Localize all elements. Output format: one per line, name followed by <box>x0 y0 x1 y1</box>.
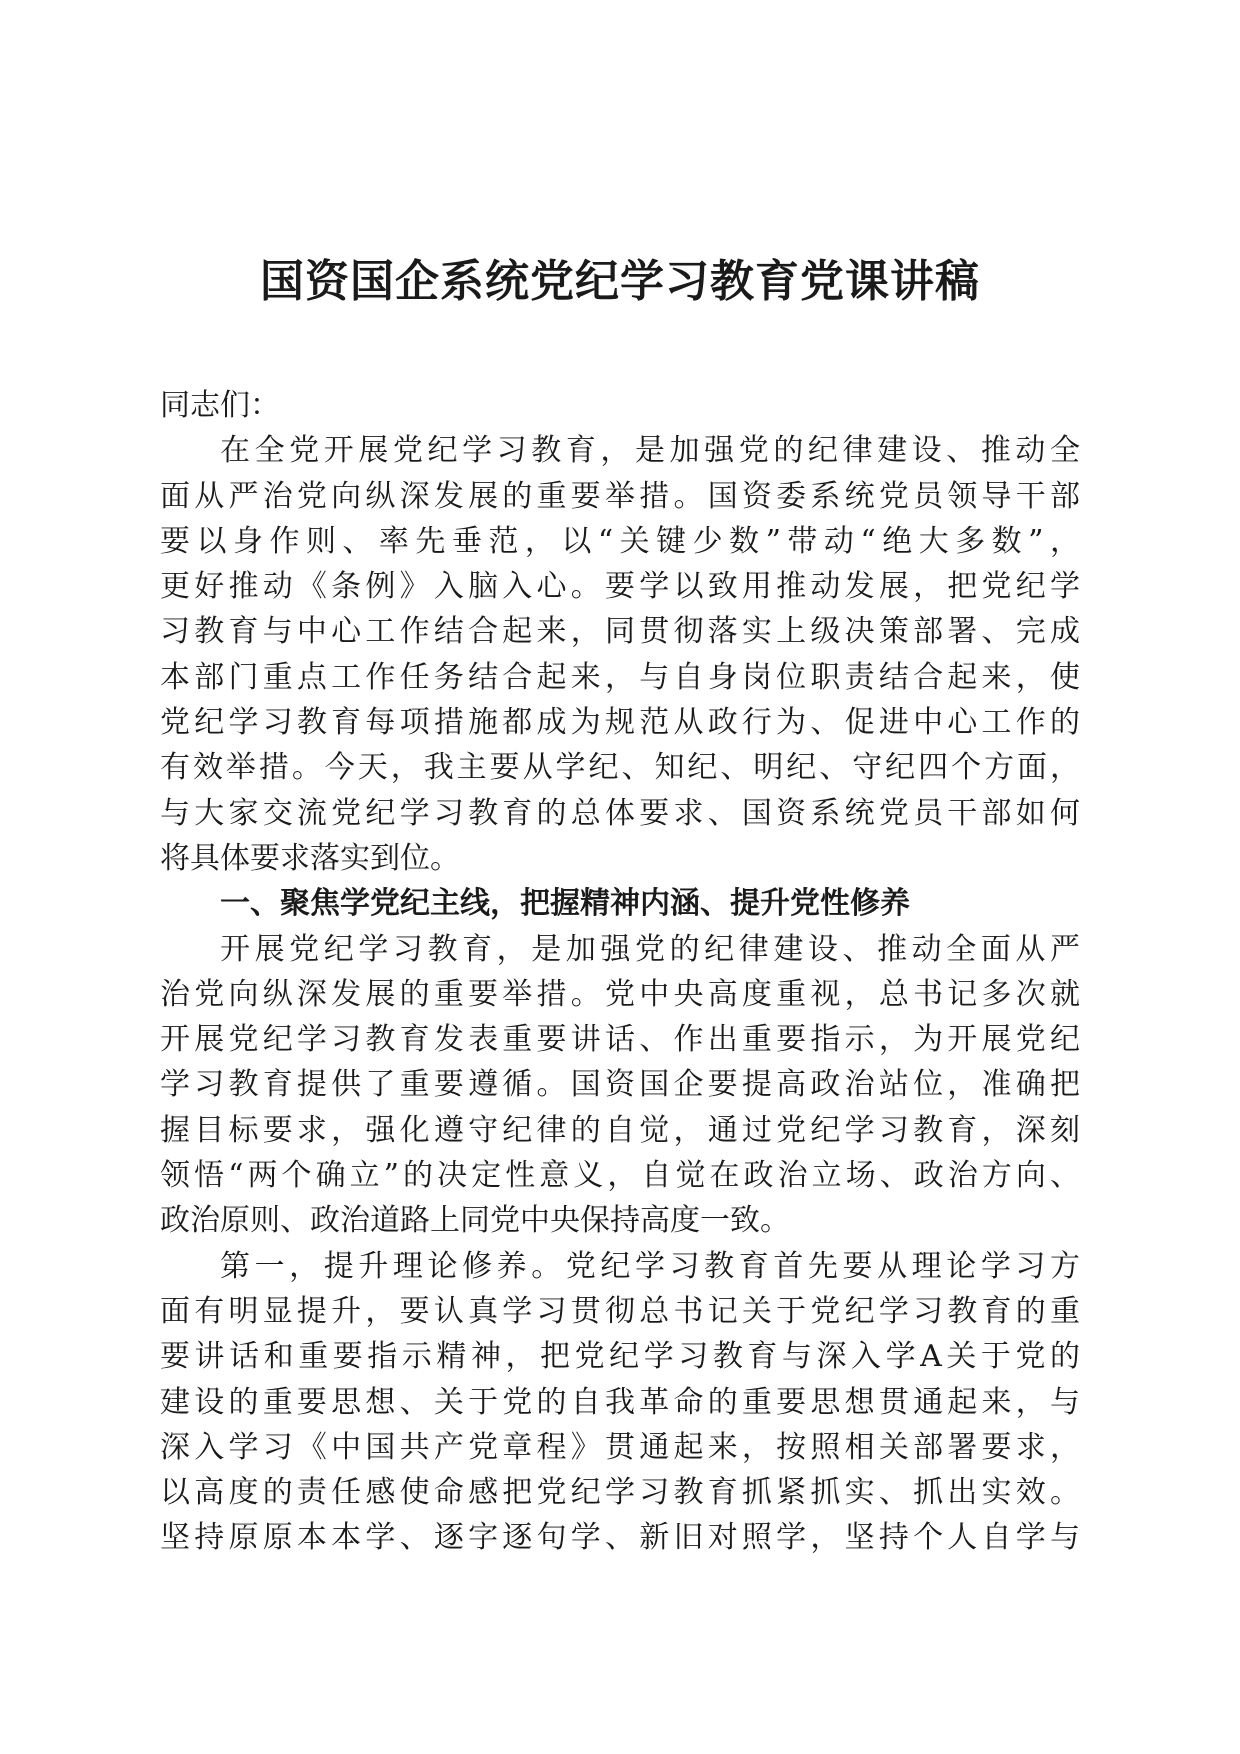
paragraph-line: 建设的重要思想、关于党的自我革命的重要思想贯通起来，与 <box>160 1384 1080 1420</box>
paragraph-line: 深入学习《中国共产党章程》贯通起来，按照相关部署要求， <box>160 1429 1080 1465</box>
paragraph-line: 开展党纪学习教育发表重要讲话、作出重要指示，为开展党纪 <box>160 1022 1080 1058</box>
paragraph-line: 本部门重点工作任务结合起来，与自身岗位职责结合起来，使 <box>160 659 1080 695</box>
paragraph-line: 第一，提升理论修养。党纪学习教育首先要从理论学习方 <box>220 1248 1080 1284</box>
paragraph-line: 要以身作则、率先垂范，以“关键少数”带动“绝大多数”， <box>160 523 1080 559</box>
salutation: 同志们： <box>160 388 280 423</box>
paragraph-line: 面有明显提升，要认真学习贯彻总书记关于党纪学习教育的重 <box>160 1293 1080 1329</box>
paragraph-line: 坚持原原本本学、逐字逐句学、新旧对照学，坚持个人自学与 <box>160 1520 1080 1556</box>
paragraph-line: 政治原则、政治道路上同党中央保持高度一致。 <box>160 1203 790 1239</box>
paragraph-line: 与大家交流党纪学习教育的总体要求、国资系统党员干部如何 <box>160 795 1080 831</box>
document-title: 国资国企系统党纪学习教育党课讲稿 <box>260 256 980 307</box>
paragraph-line: 将具体要求落实到位。 <box>160 840 460 876</box>
paragraph-line: 有效举措。今天，我主要从学纪、知纪、明纪、守纪四个方面， <box>160 750 1080 786</box>
paragraph-line: 在全党开展党纪学习教育，是加强党的纪律建设、推动全 <box>220 433 1080 469</box>
paragraph-line: 以高度的责任感使命感把党纪学习教育抓紧抓实、抓出实效。 <box>160 1475 1080 1511</box>
paragraph-line: 要讲话和重要指示精神，把党纪学习教育与深入学A关于党的 <box>160 1339 1080 1375</box>
paragraph-line: 党纪学习教育每项措施都成为规范从政行为、促进中心工作的 <box>160 705 1080 741</box>
paragraph-line: 开展党纪学习教育，是加强党的纪律建设、推动全面从严 <box>220 931 1080 967</box>
paragraph-line: 领悟“两个确立”的决定性意义，自觉在政治立场、政治方向、 <box>160 1158 1080 1194</box>
paragraph-line: 握目标要求，强化遵守纪律的自觉，通过党纪学习教育，深刻 <box>160 1112 1080 1148</box>
paragraph-line: 习教育与中心工作结合起来，同贯彻落实上级决策部署、完成 <box>160 614 1080 650</box>
document-body <box>160 383 1080 1561</box>
paragraph-line: 更好推动《条例》入脑入心。要学以致用推动发展，把党纪学 <box>160 569 1080 605</box>
paragraph-line: 学习教育提供了重要遵循。国资国企要提高政治站位，准确把 <box>160 1067 1080 1103</box>
paragraph-line: 治党向纵深发展的重要举措。党中央高度重视，总书记多次就 <box>160 976 1080 1012</box>
section-heading: 一、聚焦学党纪主线，把握精神内涵、提升党性修养 <box>220 886 910 922</box>
paragraph-line: 面从严治党向纵深发展的重要举措。国资委系统党员领导干部 <box>160 478 1080 514</box>
